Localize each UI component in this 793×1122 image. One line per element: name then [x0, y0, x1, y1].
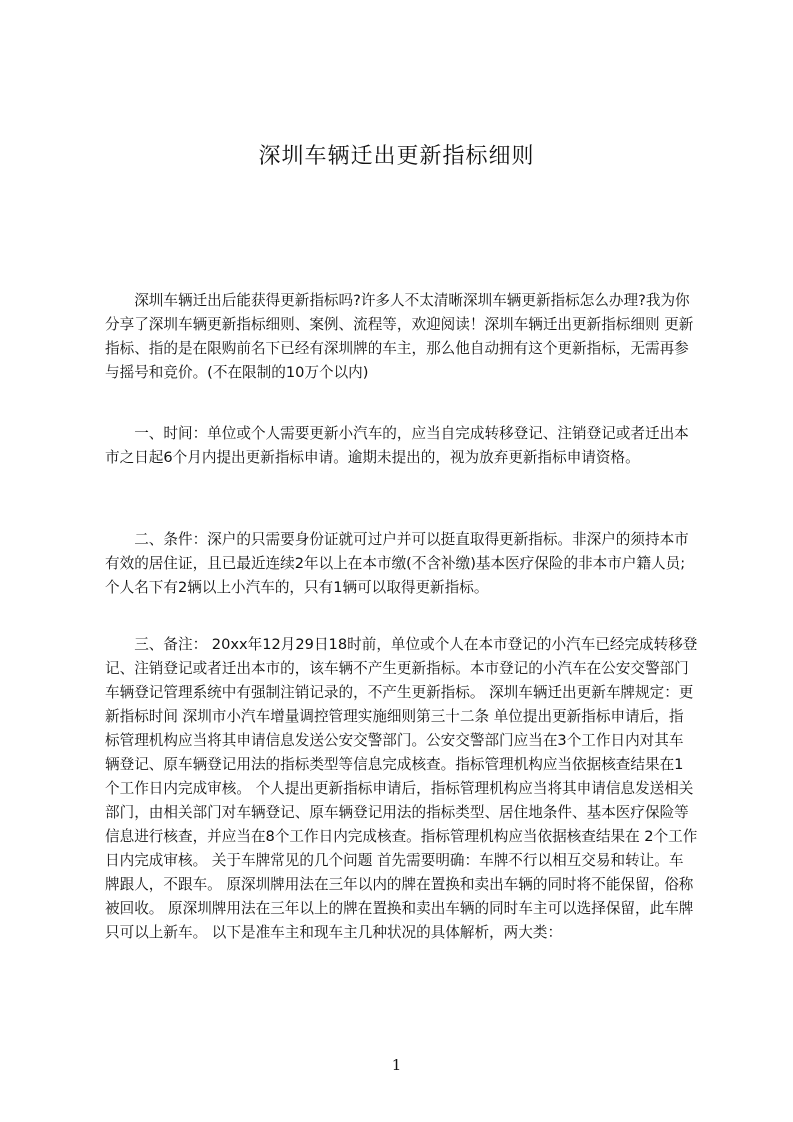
page-number: 1: [391, 1056, 402, 1074]
paragraph-notes: 三、备注： 20xx年12月29日18时前，单位或个人在本市登记的小汽车已经完成转移登记、注销登记或者迁出本市的，该车辆不产生更新指标。本市登记的小汽车在公安交警部门车辆登记管理系统中有强制注销记录的，不产生更新指标。 深圳车辆迁出更新车牌规定：更新指标时间 深圳市小汽车增量调控管理实施细则第三十二条 单位提出更新指标申请后，指标管理机构应当将其申请信息发送公安交警部门。公安交警部门应当在3个工作日内对其车辆登记、原车辆登记用法的指标类型等信息完成核查。指标管理机构应当依据核查结果在1个工作日内完成审核。 个人提出更新指标申请后，指标管理机构应当将其申请信息发送相关部门，由相关部门对车辆登记、原车辆登记用法的指标类型、居住地条件、基本医疗保险等信息进行核查，并应当在8个工作日内完成核查。指标管理机构应当依据核查结果在 2个工作日内完成审核。 关于车牌常见的几个问题 首先需要明确：车牌不行以相互交易和转让。车牌跟人，不跟车。 原深圳牌用法在三年以内的牌在置换和卖出车辆的同时将不能保留，俗称被回收。 原深圳牌用法在三年以上的牌在置换和卖出车辆的同时车主可以选择保留，此车牌只可以上新车。 以下是准车主和现车主几种状况的具体解析，两大类：: [105, 636, 698, 941]
document-title: 深圳车辆迁出更新指标细则: [258, 144, 535, 169]
paragraph-time: 一、时间：单位或个人需要更新小汽车的，应当自完成转移登记、注销登记或者迁出本市之日起6个月内提出更新指标申请。逾期未提出的，视为放弃更新指标申请资格。: [105, 425, 689, 466]
paragraph-conditions: 二、条件：深户的只需要身份证就可过户并可以挺直取得更新指标。非深户的须持本市有效的居住证，且已最近连续2年以上在本市缴(不含补缴)基本医疗保险的非本市户籍人员;个人名下有2辆以上小汽车的，只有1辆可以取得更新指标。: [105, 531, 689, 596]
paragraph-intro: 深圳车辆迁出后能获得更新指标吗?许多人不太清晰深圳车辆更新指标怎么办理?我为你分享了深圳车辆更新指标细则、案例、流程等，欢迎阅读！深圳车辆迁出更新指标细则 更新指标、指的是在限购前名下已经有深圳牌的车主，那么他自动拥有这个更新指标，无需再参与摇号和竞价。(不在限制的10万个以内): [105, 292, 694, 381]
